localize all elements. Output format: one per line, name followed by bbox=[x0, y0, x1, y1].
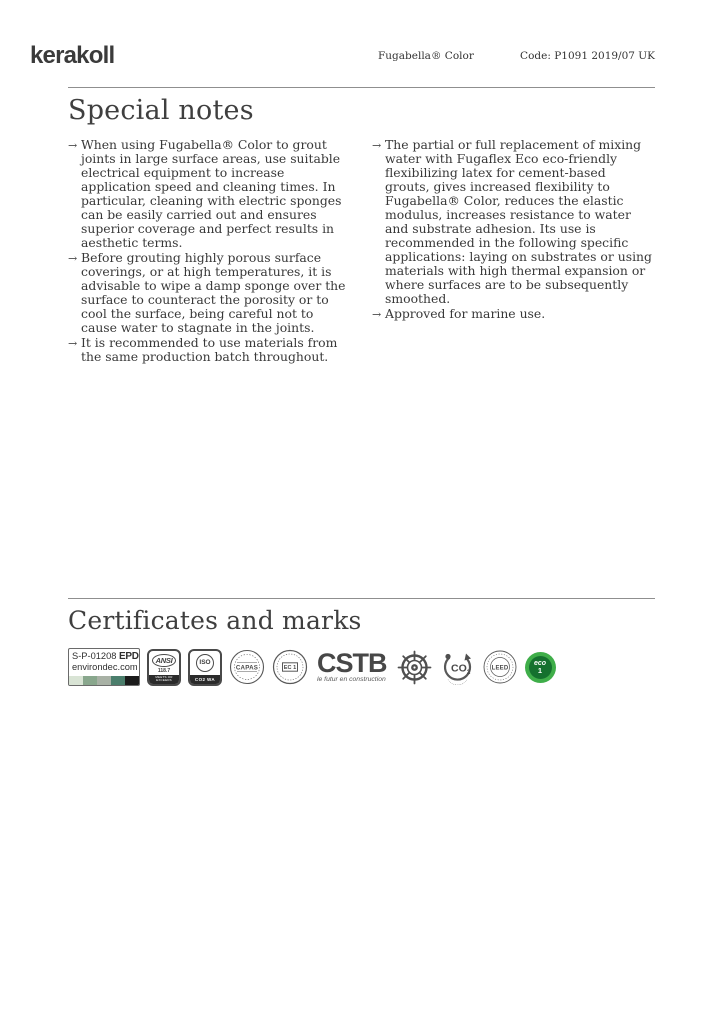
special-notes-title: Special notes bbox=[68, 95, 254, 126]
cstb-wordmark: CSTB bbox=[317, 648, 387, 678]
kerakoll-logo: kerakoll bbox=[30, 42, 115, 69]
note-text: When using Fugabella® Color to grout joints in large surface areas, use suitable electrical equipment to increase application speed and cleaning times. In particular, cleaning with electric sponges can be easily carried out and ensures superior coverage and perfect results in aesthetic terms. bbox=[81, 137, 342, 250]
eco1-inner bbox=[529, 656, 552, 679]
epd-id-line bbox=[72, 651, 139, 662]
ansi-band-line2: EXCEEDS bbox=[156, 678, 172, 682]
epd-color-strip bbox=[69, 676, 139, 685]
bullet-arrow-icon: → bbox=[372, 138, 382, 152]
header-divider bbox=[68, 87, 655, 88]
note-item bbox=[372, 138, 654, 306]
ec1-seal bbox=[272, 649, 308, 685]
eco-rating: 1 bbox=[537, 666, 543, 675]
ansi-band-line1: MEETS OR bbox=[155, 674, 173, 679]
certificates-section bbox=[68, 598, 655, 686]
epd-environdec-logo bbox=[68, 648, 140, 686]
bullet-arrow-icon: → bbox=[68, 138, 78, 152]
note-item bbox=[372, 307, 654, 322]
svg-text:CO2 bbox=[451, 662, 471, 676]
eco-word: eco bbox=[533, 660, 547, 667]
eco1-greenbuilding-badge bbox=[525, 652, 556, 683]
leed-seal bbox=[482, 649, 518, 685]
capas-label: CAPAS bbox=[235, 664, 259, 672]
ship-wheel-icon bbox=[396, 649, 433, 686]
ansi-118-7-badge bbox=[147, 649, 181, 686]
note-text: Approved for marine use. bbox=[385, 306, 546, 321]
iso-badge bbox=[188, 649, 222, 686]
bullet-arrow-icon: → bbox=[372, 307, 382, 321]
cstb-tagline: le futur en construction bbox=[317, 676, 386, 683]
page-header bbox=[0, 40, 720, 70]
epd-strip-segment bbox=[83, 676, 97, 685]
co2-footprint-icon bbox=[440, 650, 475, 685]
co2-subscript: 2 bbox=[466, 668, 470, 676]
note-item bbox=[68, 251, 350, 335]
iso-band bbox=[190, 675, 220, 684]
epd-strip-segment bbox=[69, 676, 83, 685]
epd-strip-segment bbox=[125, 676, 139, 685]
epd-site: environdec.com bbox=[72, 662, 138, 672]
cstb-logo bbox=[317, 648, 387, 683]
note-item bbox=[68, 138, 350, 250]
epd-text bbox=[69, 649, 139, 676]
co2-label: CO bbox=[450, 662, 467, 674]
header-product-name: Fugabella® Color bbox=[378, 50, 474, 62]
iso-circle: ISO bbox=[196, 654, 214, 672]
epd-label: EPD bbox=[119, 651, 139, 662]
notes-columns bbox=[68, 138, 655, 365]
ansi-oval: ANSI bbox=[152, 654, 176, 667]
capas-seal bbox=[229, 649, 265, 685]
certificates-title: Certificates and marks bbox=[68, 606, 362, 635]
note-text: The partial or full replacement of mixing water with Fugaflex Eco eco-friendly flexibilizing latex for cement-based grouts, gives increased flexibility to Fugabella® Color, reduces the elastic modulus, increases resistance to water and substrate adhesion. Its use is recommended in the following specific applications: laying on substrates or using materials with high thermal expansion or where surfaces are to be subsequently smoothed. bbox=[385, 137, 652, 306]
epd-id: S-P-01208 bbox=[72, 651, 117, 661]
certificate-logos-row bbox=[68, 648, 655, 686]
header-document-code: Code: P1091 2019/07 UK bbox=[520, 50, 655, 62]
note-text: It is recommended to use materials from the same production batch throughout. bbox=[81, 335, 338, 364]
notes-left-column bbox=[68, 138, 350, 365]
special-notes-section bbox=[68, 95, 655, 365]
bullet-arrow-icon: → bbox=[68, 251, 78, 265]
epd-strip-segment bbox=[97, 676, 111, 685]
note-text: Before grouting highly porous surface coverings, or at high temperatures, it is advisable to wipe a damp sponge over the surface to counteract the porosity or to cool the surface, being careful not to cause water to stagnate in the joints. bbox=[81, 250, 346, 335]
ansi-band bbox=[149, 675, 179, 684]
note-item bbox=[68, 336, 350, 364]
ansi-number: 118.7 bbox=[157, 667, 171, 674]
bullet-arrow-icon: → bbox=[68, 336, 78, 350]
epd-strip-segment bbox=[111, 676, 125, 685]
ec1-label: EC 1 bbox=[283, 665, 297, 672]
notes-right-column bbox=[372, 138, 654, 365]
iso-band-label: CO2 WA bbox=[194, 676, 216, 682]
certificates-divider bbox=[68, 598, 655, 599]
leed-label: LEED bbox=[491, 665, 508, 672]
